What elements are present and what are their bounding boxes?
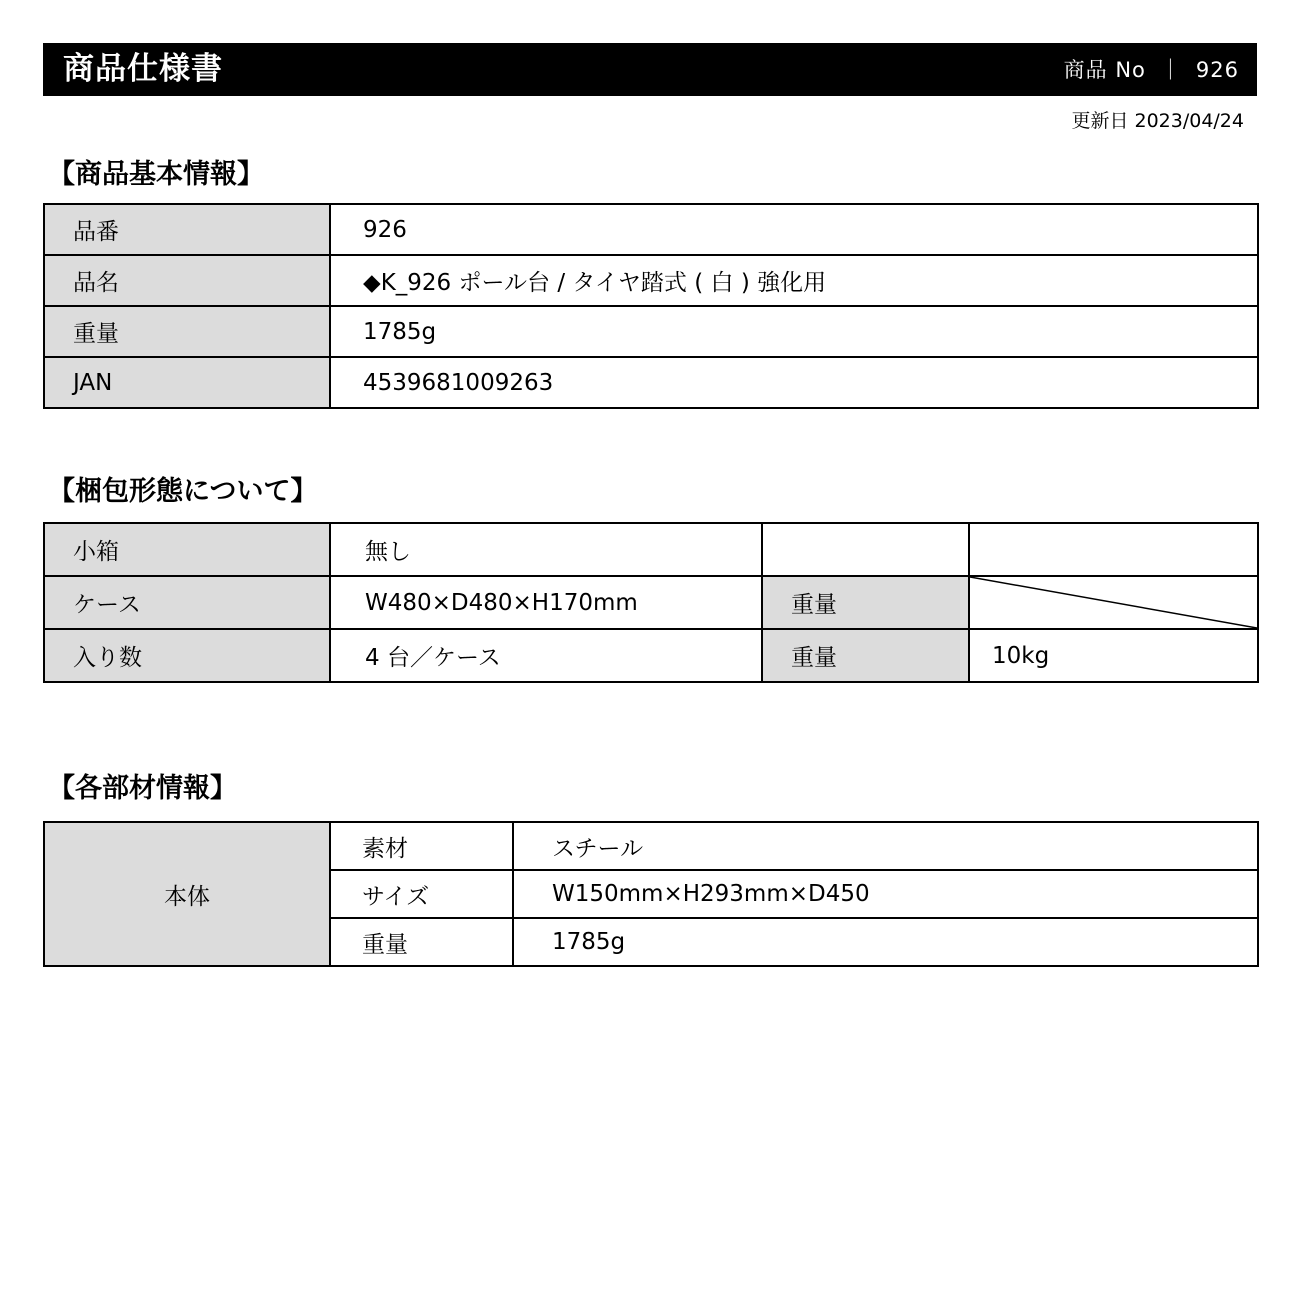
row-label: 重量: [44, 306, 330, 357]
row-value: 1785g: [330, 306, 1258, 357]
product-number: [1064, 57, 1239, 83]
part-attr-label: 素材: [330, 822, 513, 870]
case-label: ケース: [44, 576, 330, 629]
row-label: 品番: [44, 204, 330, 255]
table-row: [44, 357, 1258, 408]
packaging-table: [43, 522, 1259, 683]
row-label: JAN: [44, 357, 330, 408]
quantity-value: 4 台／ケース: [330, 629, 762, 682]
part-attr-value: W150mm×H293mm×D450: [513, 870, 1258, 918]
case-value: W480×D480×H170mm: [330, 576, 762, 629]
table-row: [44, 306, 1258, 357]
parts-title: 【各部材情報】: [48, 773, 237, 804]
empty-cell: [762, 523, 969, 576]
table-row: [44, 576, 1258, 629]
product-number-value: 926: [1195, 58, 1239, 82]
updated-date: 更新日 2023/04/24: [1071, 110, 1244, 132]
document-title: 商品仕様書: [63, 51, 223, 87]
part-attr-value: 1785g: [513, 918, 1258, 966]
row-value: 926: [330, 204, 1258, 255]
table-row: [44, 822, 1258, 870]
diagonal-cell: [969, 576, 1258, 629]
row-value: ◆K_926 ポール台 / タイヤ踏式 ( 白 ) 強化用: [330, 255, 1258, 306]
table-row: [44, 204, 1258, 255]
header-bar: [43, 43, 1257, 96]
row-value: 4539681009263: [330, 357, 1258, 408]
packaging-title: 【梱包形態について】: [48, 476, 318, 507]
box-value: 無し: [330, 523, 762, 576]
diagonal-line: [970, 577, 1257, 628]
row-label: 品名: [44, 255, 330, 306]
table-row: [44, 523, 1258, 576]
quantity-label: 入り数: [44, 629, 330, 682]
quantity-weight-label: 重量: [762, 629, 969, 682]
table-row: [44, 629, 1258, 682]
product-number-separator: ｜: [1159, 58, 1182, 82]
part-name: 本体: [44, 822, 330, 966]
box-label: 小箱: [44, 523, 330, 576]
parts-table: [43, 821, 1259, 967]
basic-info-title: 【商品基本情報】: [48, 159, 264, 190]
quantity-weight-value: 10kg: [969, 629, 1258, 682]
basic-info-table: [43, 203, 1259, 409]
part-attr-value: スチール: [513, 822, 1258, 870]
empty-cell: [969, 523, 1258, 576]
part-attr-label: 重量: [330, 918, 513, 966]
product-number-label: 商品 No: [1063, 58, 1146, 82]
table-row: [44, 255, 1258, 306]
case-weight-label: 重量: [762, 576, 969, 629]
part-attr-label: サイズ: [330, 870, 513, 918]
